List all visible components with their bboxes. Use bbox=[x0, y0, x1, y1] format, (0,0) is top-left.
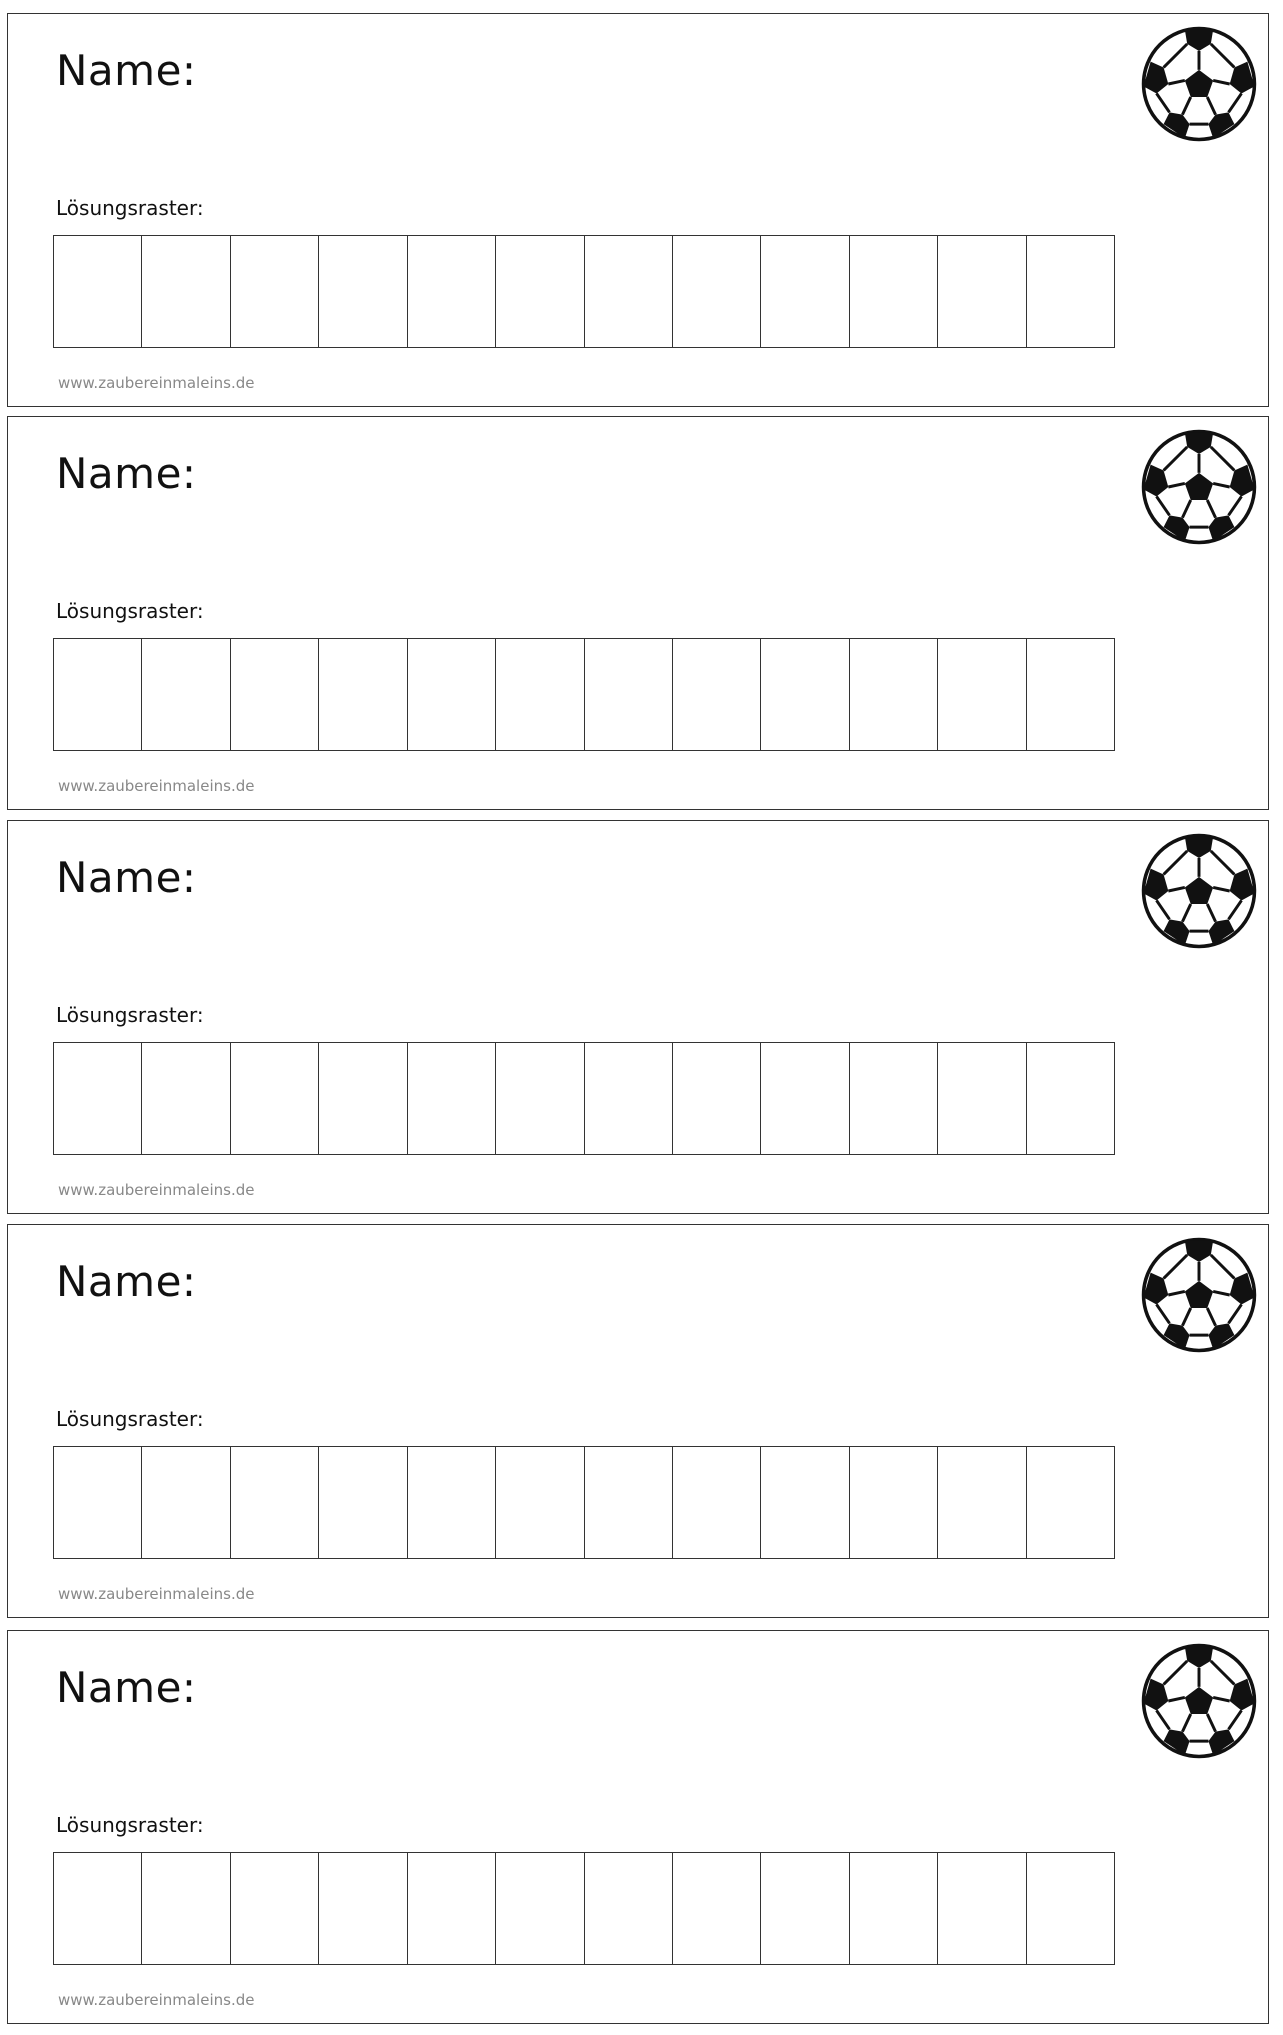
solution-cell[interactable] bbox=[673, 639, 761, 750]
solution-cell[interactable] bbox=[319, 1043, 407, 1154]
website-url: www.zaubereinmaleins.de bbox=[58, 1991, 255, 2009]
solution-cell[interactable] bbox=[938, 1447, 1026, 1558]
solution-cell[interactable] bbox=[585, 1447, 673, 1558]
name-label: Name: bbox=[56, 46, 197, 95]
solution-cell[interactable] bbox=[1027, 1043, 1114, 1154]
solution-cell[interactable] bbox=[231, 639, 319, 750]
solution-cell[interactable] bbox=[585, 236, 673, 347]
name-label: Name: bbox=[56, 449, 197, 498]
solution-cell[interactable] bbox=[761, 1043, 849, 1154]
solution-cell[interactable] bbox=[761, 1853, 849, 1964]
solution-cell[interactable] bbox=[142, 1447, 230, 1558]
solution-cell[interactable] bbox=[319, 236, 407, 347]
solution-cell[interactable] bbox=[54, 639, 142, 750]
solution-cell[interactable] bbox=[850, 1447, 938, 1558]
solution-cell[interactable] bbox=[496, 236, 584, 347]
solution-grid-label: Lösungsraster: bbox=[56, 1003, 204, 1027]
name-card-5 bbox=[7, 1630, 1269, 2024]
solution-cell[interactable] bbox=[408, 236, 496, 347]
soccer-ball-icon bbox=[1140, 25, 1258, 143]
solution-cell[interactable] bbox=[1027, 1447, 1114, 1558]
solution-cell[interactable] bbox=[54, 1447, 142, 1558]
solution-cell[interactable] bbox=[496, 1853, 584, 1964]
soccer-ball-icon bbox=[1140, 428, 1258, 546]
solution-cell[interactable] bbox=[761, 236, 849, 347]
solution-grid bbox=[53, 1042, 1115, 1155]
solution-cell[interactable] bbox=[1027, 236, 1114, 347]
solution-cell[interactable] bbox=[938, 1043, 1026, 1154]
name-card-1 bbox=[7, 13, 1269, 407]
solution-cell[interactable] bbox=[231, 236, 319, 347]
website-url: www.zaubereinmaleins.de bbox=[58, 1585, 255, 1603]
solution-cell[interactable] bbox=[54, 1853, 142, 1964]
solution-cell[interactable] bbox=[496, 1043, 584, 1154]
solution-cell[interactable] bbox=[673, 1043, 761, 1154]
solution-grid bbox=[53, 1852, 1115, 1965]
solution-cell[interactable] bbox=[1027, 1853, 1114, 1964]
solution-cell[interactable] bbox=[408, 1853, 496, 1964]
solution-cell[interactable] bbox=[585, 1853, 673, 1964]
solution-cell[interactable] bbox=[408, 1447, 496, 1558]
solution-grid-label: Lösungsraster: bbox=[56, 1813, 204, 1837]
name-card-3 bbox=[7, 820, 1269, 1214]
name-label: Name: bbox=[56, 1257, 197, 1306]
solution-cell[interactable] bbox=[231, 1853, 319, 1964]
solution-grid-label: Lösungsraster: bbox=[56, 1407, 204, 1431]
solution-cell[interactable] bbox=[850, 639, 938, 750]
soccer-ball-icon bbox=[1140, 1642, 1258, 1760]
solution-cell[interactable] bbox=[850, 1853, 938, 1964]
solution-cell[interactable] bbox=[231, 1043, 319, 1154]
solution-cell[interactable] bbox=[496, 1447, 584, 1558]
solution-cell[interactable] bbox=[408, 1043, 496, 1154]
solution-cell[interactable] bbox=[850, 236, 938, 347]
solution-cell[interactable] bbox=[54, 236, 142, 347]
solution-grid bbox=[53, 1446, 1115, 1559]
website-url: www.zaubereinmaleins.de bbox=[58, 374, 255, 392]
soccer-ball-icon bbox=[1140, 832, 1258, 950]
website-url: www.zaubereinmaleins.de bbox=[58, 777, 255, 795]
solution-cell[interactable] bbox=[231, 1447, 319, 1558]
solution-cell[interactable] bbox=[496, 639, 584, 750]
solution-cell[interactable] bbox=[761, 1447, 849, 1558]
solution-cell[interactable] bbox=[142, 1043, 230, 1154]
solution-cell[interactable] bbox=[319, 1447, 407, 1558]
solution-cell[interactable] bbox=[585, 1043, 673, 1154]
solution-cell[interactable] bbox=[408, 639, 496, 750]
solution-grid bbox=[53, 235, 1115, 348]
solution-cell[interactable] bbox=[850, 1043, 938, 1154]
solution-cell[interactable] bbox=[938, 1853, 1026, 1964]
name-label: Name: bbox=[56, 853, 197, 902]
solution-cell[interactable] bbox=[319, 1853, 407, 1964]
name-card-4 bbox=[7, 1224, 1269, 1618]
name-card-2 bbox=[7, 416, 1269, 810]
solution-cell[interactable] bbox=[673, 1853, 761, 1964]
solution-grid bbox=[53, 638, 1115, 751]
solution-cell[interactable] bbox=[142, 639, 230, 750]
solution-cell[interactable] bbox=[673, 1447, 761, 1558]
solution-grid-label: Lösungsraster: bbox=[56, 599, 204, 623]
solution-cell[interactable] bbox=[761, 639, 849, 750]
solution-cell[interactable] bbox=[938, 236, 1026, 347]
website-url: www.zaubereinmaleins.de bbox=[58, 1181, 255, 1199]
solution-cell[interactable] bbox=[142, 236, 230, 347]
solution-cell[interactable] bbox=[319, 639, 407, 750]
name-label: Name: bbox=[56, 1663, 197, 1712]
solution-grid-label: Lösungsraster: bbox=[56, 196, 204, 220]
solution-cell[interactable] bbox=[673, 236, 761, 347]
solution-cell[interactable] bbox=[1027, 639, 1114, 750]
solution-cell[interactable] bbox=[142, 1853, 230, 1964]
solution-cell[interactable] bbox=[54, 1043, 142, 1154]
soccer-ball-icon bbox=[1140, 1236, 1258, 1354]
solution-cell[interactable] bbox=[938, 639, 1026, 750]
solution-cell[interactable] bbox=[585, 639, 673, 750]
